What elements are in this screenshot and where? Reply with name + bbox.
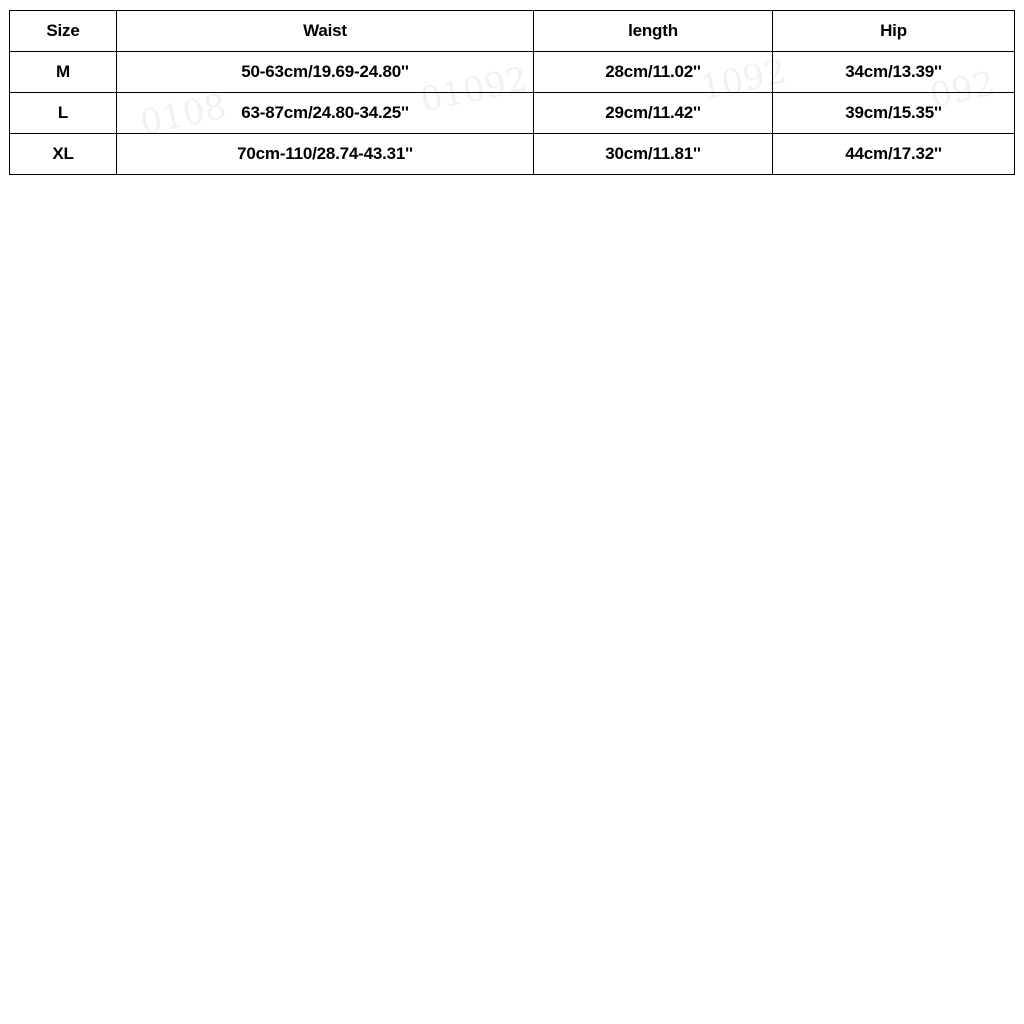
watermark-mark: 01092 bbox=[417, 59, 532, 121]
cell-waist: 63-87cm/24.80-34.25'' bbox=[117, 93, 534, 134]
table-row bbox=[10, 93, 1015, 134]
cell-length: 30cm/11.81'' bbox=[534, 134, 773, 175]
cell-length: 28cm/11.02'' bbox=[534, 52, 773, 93]
watermark-mark: 092 bbox=[926, 63, 999, 117]
watermark-mark: 1092 bbox=[696, 51, 790, 109]
table-row bbox=[10, 52, 1015, 93]
table-row bbox=[10, 134, 1015, 175]
cell-waist: 50-63cm/19.69-24.80'' bbox=[117, 52, 534, 93]
cell-length: 29cm/11.42'' bbox=[534, 93, 773, 134]
cell-hip: 44cm/17.32'' bbox=[773, 134, 1015, 175]
header-hip: Hip bbox=[773, 11, 1015, 52]
header-size: Size bbox=[10, 11, 117, 52]
cell-waist: 70cm-110/28.74-43.31'' bbox=[117, 134, 534, 175]
watermark-mark: 0108 bbox=[136, 86, 230, 144]
header-length: length bbox=[534, 11, 773, 52]
header-row bbox=[10, 11, 1015, 52]
size-chart-table bbox=[9, 10, 1015, 175]
cell-hip: 34cm/13.39'' bbox=[773, 52, 1015, 93]
cell-size: XL bbox=[10, 134, 117, 175]
cell-size: M bbox=[10, 52, 117, 93]
cell-hip: 39cm/15.35'' bbox=[773, 93, 1015, 134]
header-waist: Waist bbox=[117, 11, 534, 52]
cell-size: L bbox=[10, 93, 117, 134]
